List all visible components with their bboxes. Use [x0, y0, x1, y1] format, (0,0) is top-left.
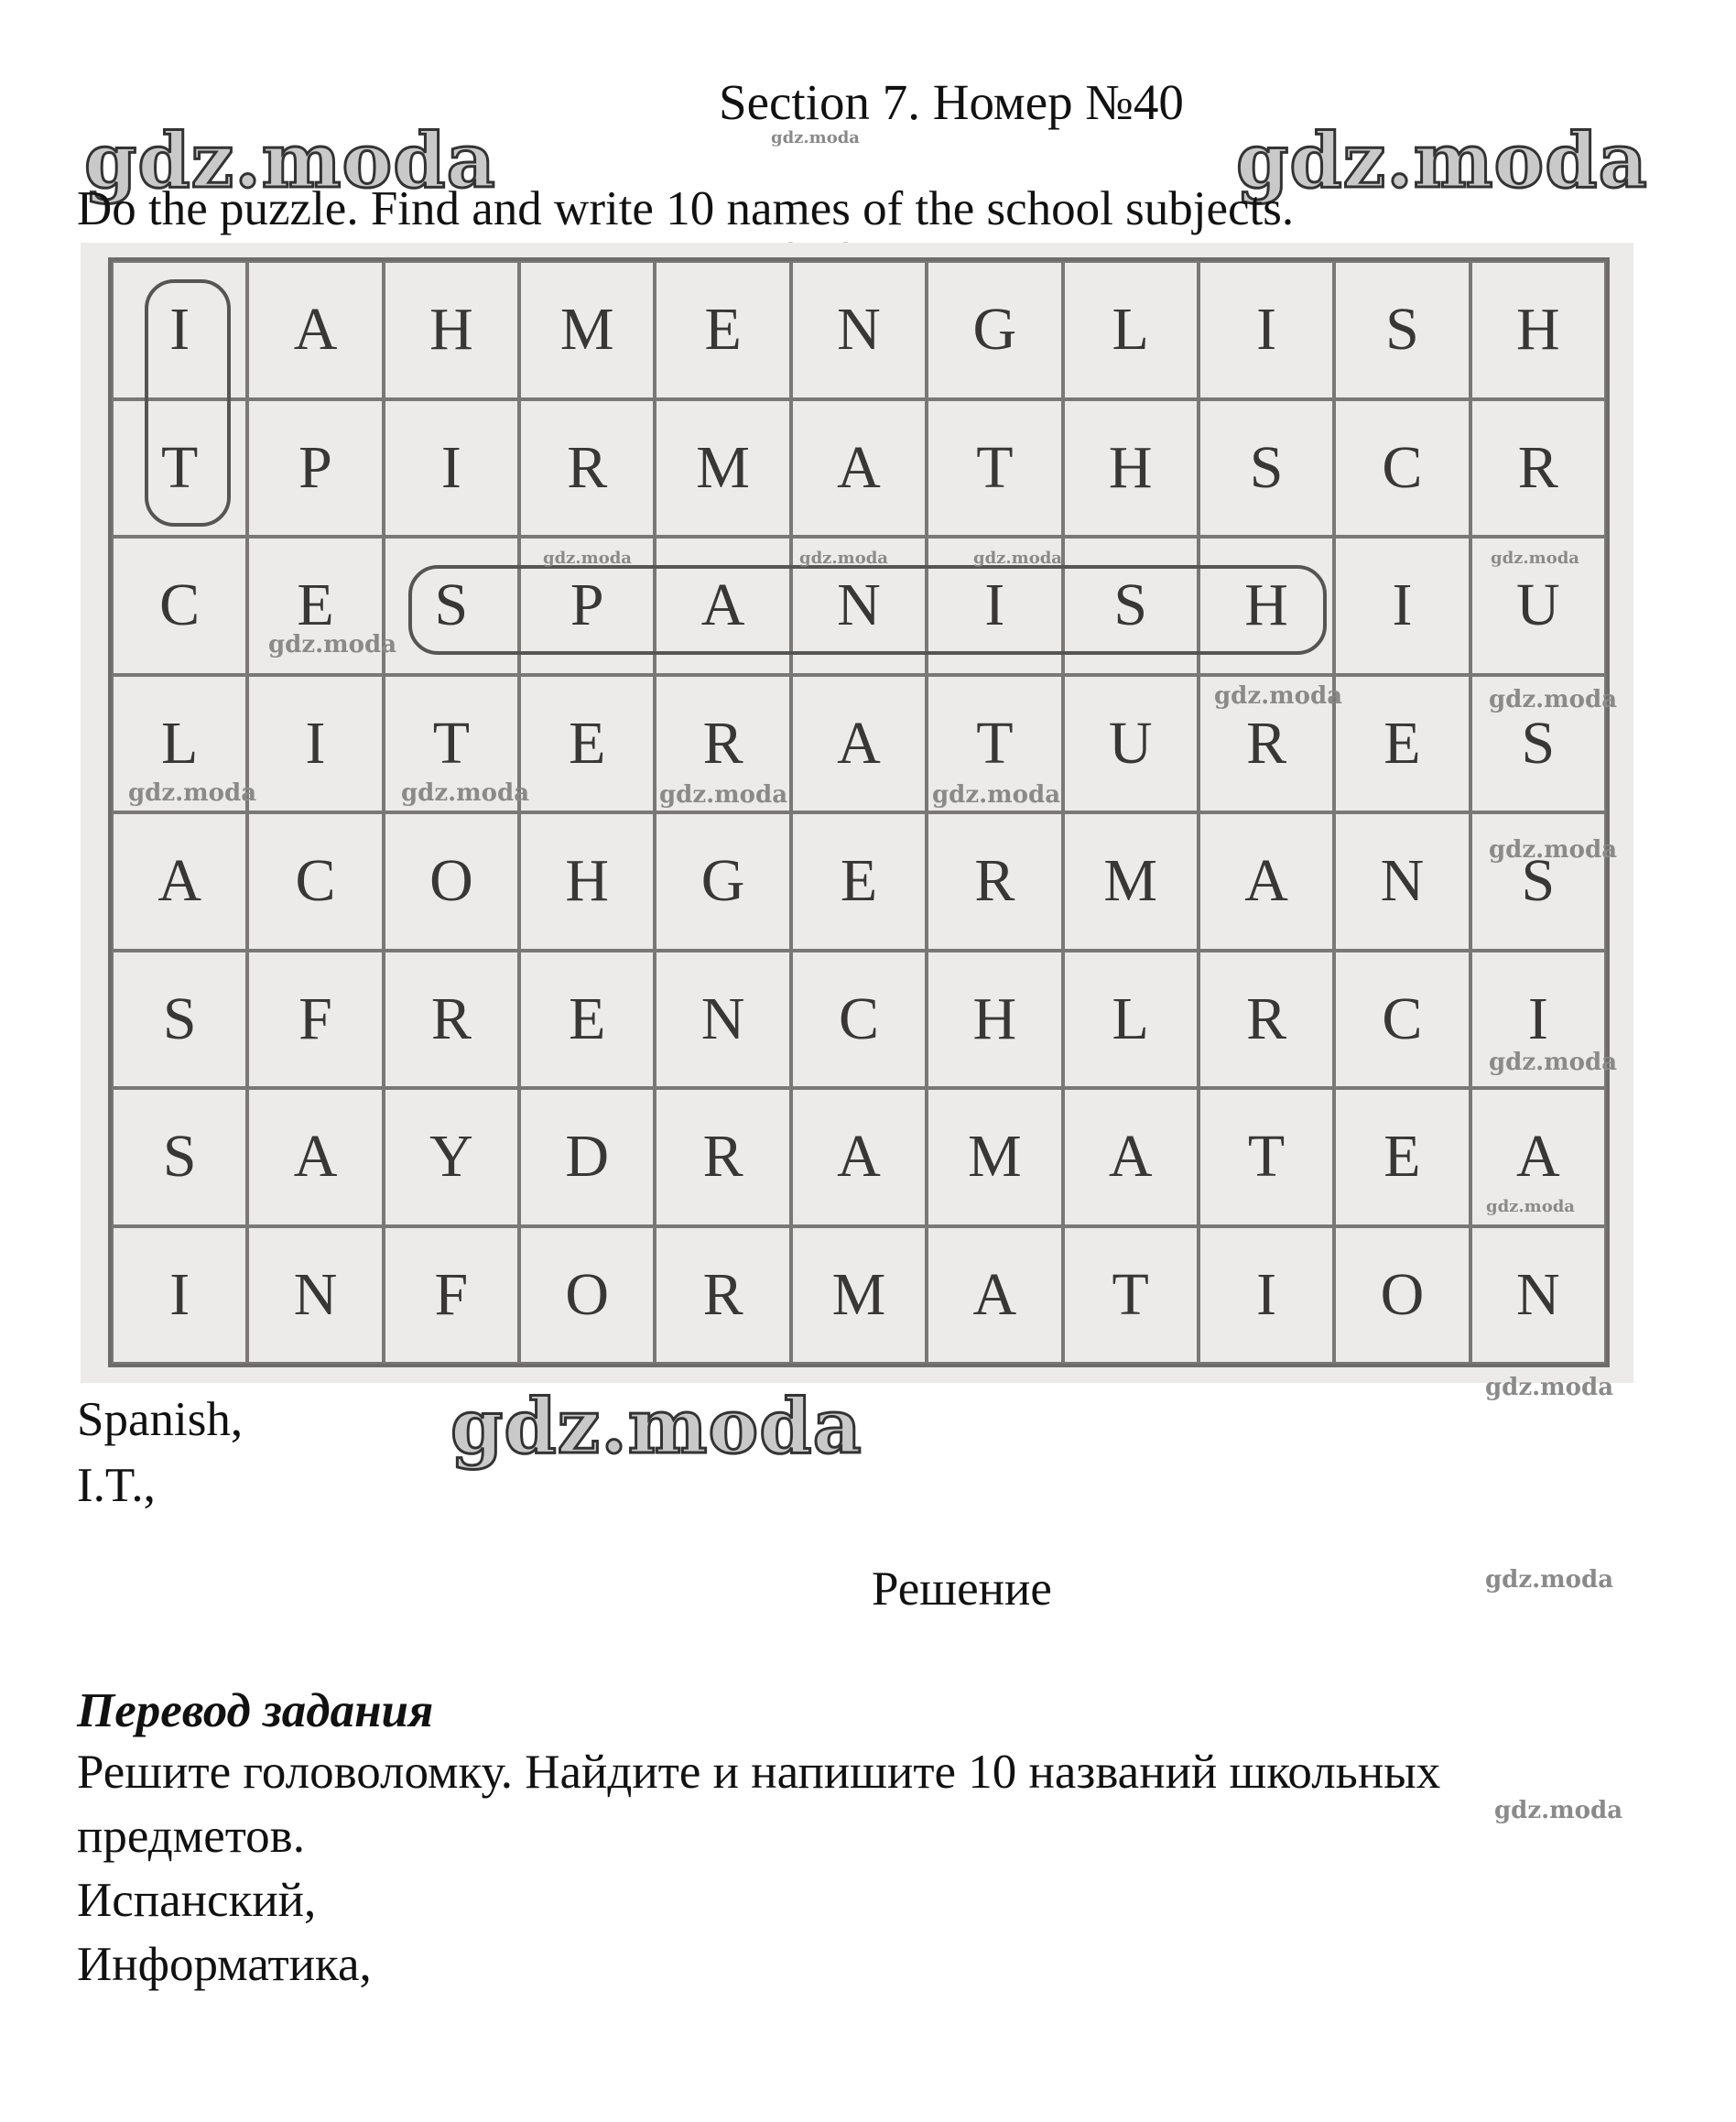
puzzle-cell: P	[519, 537, 655, 675]
puzzle-cell: S	[1334, 261, 1470, 399]
watermark-small: gdz.moda	[1485, 1566, 1614, 1594]
puzzle-cell: S	[1063, 537, 1199, 675]
puzzle-cell: C	[247, 812, 383, 951]
watermark-small: gdz.moda	[1486, 1197, 1575, 1216]
puzzle-cell: R	[655, 675, 790, 813]
puzzle-cell: E	[1334, 675, 1470, 813]
watermark-small: gdz.moda	[1489, 686, 1618, 713]
puzzle-cell: F	[247, 951, 383, 1089]
puzzle-cell: I	[1199, 261, 1334, 399]
puzzle-cell: N	[1334, 812, 1470, 951]
puzzle-cell: D	[519, 1088, 655, 1226]
puzzle-cell: I	[1334, 537, 1470, 675]
puzzle-cell: O	[1334, 1226, 1470, 1365]
puzzle-cell: S	[1470, 675, 1606, 813]
watermark-small: gdz.moda	[268, 631, 397, 658]
watermark-small: gdz.moda	[771, 128, 860, 147]
puzzle-cell: E	[519, 675, 655, 813]
task-instruction: Do the puzzle. Find and write 10 names of the school subjects.	[77, 182, 1295, 235]
puzzle-cell: S	[1199, 399, 1334, 538]
translation-answer-2: Информатика,	[77, 1938, 372, 1991]
puzzle-cell: R	[655, 1226, 790, 1365]
watermark-small: gdz.moda	[401, 779, 530, 807]
puzzle-cell: S	[384, 537, 519, 675]
watermark-small: gdz.moda	[1485, 1374, 1614, 1401]
puzzle-cell: M	[655, 399, 790, 538]
puzzle-cell: A	[927, 1226, 1062, 1365]
solution-label: Решение	[872, 1562, 1052, 1616]
puzzle-cell: H	[1199, 537, 1334, 675]
puzzle-cell: S	[1470, 812, 1606, 951]
puzzle-cell: T	[1199, 1088, 1334, 1226]
puzzle-cell: O	[519, 1226, 655, 1365]
puzzle-cell: N	[1470, 1226, 1606, 1365]
watermark-small: gdz.moda	[1491, 549, 1579, 568]
puzzle-cell: I	[927, 537, 1062, 675]
puzzle-cell: N	[655, 951, 790, 1089]
puzzle-cell: E	[655, 261, 790, 399]
puzzle-cell: A	[791, 1088, 927, 1226]
puzzle-cell: C	[1334, 399, 1470, 538]
answer-2: I.T.,	[77, 1459, 156, 1512]
puzzle-cell: M	[1063, 812, 1199, 951]
puzzle-cell: A	[1063, 1088, 1199, 1226]
watermark-logo: gdz.moda	[1236, 117, 1648, 205]
watermark-small: gdz.moda	[128, 779, 257, 807]
puzzle-cell: H	[1470, 261, 1606, 399]
puzzle-cell: I	[384, 399, 519, 538]
puzzle-cell: N	[247, 1226, 383, 1365]
puzzle-cell: H	[519, 812, 655, 951]
puzzle-cell: I	[112, 1226, 247, 1365]
puzzle-cell: M	[927, 1088, 1062, 1226]
puzzle-cell: R	[1470, 399, 1606, 538]
puzzle-cell: T	[927, 399, 1062, 538]
puzzle-cell: I	[247, 675, 383, 813]
puzzle-cell: A	[247, 1088, 383, 1226]
puzzle-cell: C	[112, 537, 247, 675]
puzzle-cell: R	[1199, 951, 1334, 1089]
puzzle-cell: O	[384, 812, 519, 951]
answer-1: Spanish,	[77, 1393, 244, 1446]
puzzle-cell: I	[112, 261, 247, 399]
puzzle-cell: E	[791, 812, 927, 951]
puzzle-cell: Y	[384, 1088, 519, 1226]
puzzle-cell: P	[247, 399, 383, 538]
puzzle-cell: L	[1063, 951, 1199, 1089]
puzzle-cell: R	[519, 399, 655, 538]
translation-line-1: Решите головоломку. Найдите и напишите 10 названий школьных	[77, 1746, 1441, 1799]
watermark-logo: gdz.moda	[84, 117, 496, 205]
puzzle-cell: T	[112, 399, 247, 538]
puzzle-cell: A	[1470, 1088, 1606, 1226]
puzzle-cell: T	[384, 675, 519, 813]
puzzle-cell: A	[791, 399, 927, 538]
puzzle-cell: T	[927, 675, 1062, 813]
puzzle-cell: M	[519, 261, 655, 399]
puzzle-cell: F	[384, 1226, 519, 1365]
puzzle-cell: R	[927, 812, 1062, 951]
puzzle-cell: H	[1063, 399, 1199, 538]
watermark-logo: gdz.moda	[450, 1383, 863, 1471]
puzzle-cell: E	[519, 951, 655, 1089]
puzzle-cell: I	[1470, 951, 1606, 1089]
watermark-small: gdz.moda	[932, 781, 1061, 809]
watermark-small: gdz.moda	[973, 549, 1062, 568]
puzzle-cell: A	[655, 537, 790, 675]
puzzle-cell: A	[112, 812, 247, 951]
page-title: Section 7. Номер №40	[719, 74, 1184, 130]
puzzle-cell: M	[791, 1226, 927, 1365]
puzzle-cell: R	[655, 1088, 790, 1226]
puzzle-cell: S	[112, 1088, 247, 1226]
puzzle-cell: H	[384, 261, 519, 399]
puzzle-cell: R	[1199, 675, 1334, 813]
puzzle-cell: R	[384, 951, 519, 1089]
puzzle-cell: G	[927, 261, 1062, 399]
translation-line-2: предметов.	[77, 1810, 305, 1863]
puzzle-cell: A	[1199, 812, 1334, 951]
watermark-small: gdz.moda	[659, 781, 788, 809]
watermark-small: gdz.moda	[1214, 682, 1343, 710]
puzzle-cell: C	[1334, 951, 1470, 1089]
puzzle-cell: T	[1063, 1226, 1199, 1365]
puzzle-cell: U	[1470, 537, 1606, 675]
watermark-small: gdz.moda	[543, 549, 632, 568]
puzzle-cell: C	[791, 951, 927, 1089]
translation-answer-1: Испанский,	[77, 1874, 317, 1927]
puzzle-cell: I	[1199, 1226, 1334, 1365]
puzzle-grid	[108, 257, 1610, 1367]
puzzle-cell: H	[927, 951, 1062, 1089]
puzzle-cell: G	[655, 812, 790, 951]
watermark-small: gdz.moda	[1494, 1797, 1623, 1824]
puzzle-cell: N	[791, 537, 927, 675]
puzzle-cell: L	[1063, 261, 1199, 399]
puzzle-cell: S	[112, 951, 247, 1089]
translation-heading: Перевод задания	[77, 1684, 434, 1737]
watermark-small: gdz.moda	[799, 549, 888, 568]
puzzle-cell: E	[247, 537, 383, 675]
word-search-puzzle	[81, 243, 1633, 1383]
watermark-small: gdz.moda	[1489, 1049, 1618, 1076]
puzzle-cell: A	[791, 675, 927, 813]
watermark-small: gdz.moda	[1489, 836, 1618, 864]
puzzle-cell: N	[791, 261, 927, 399]
puzzle-cell: U	[1063, 675, 1199, 813]
puzzle-cell: A	[247, 261, 383, 399]
puzzle-cell: E	[1334, 1088, 1470, 1226]
puzzle-cell: L	[112, 675, 247, 813]
